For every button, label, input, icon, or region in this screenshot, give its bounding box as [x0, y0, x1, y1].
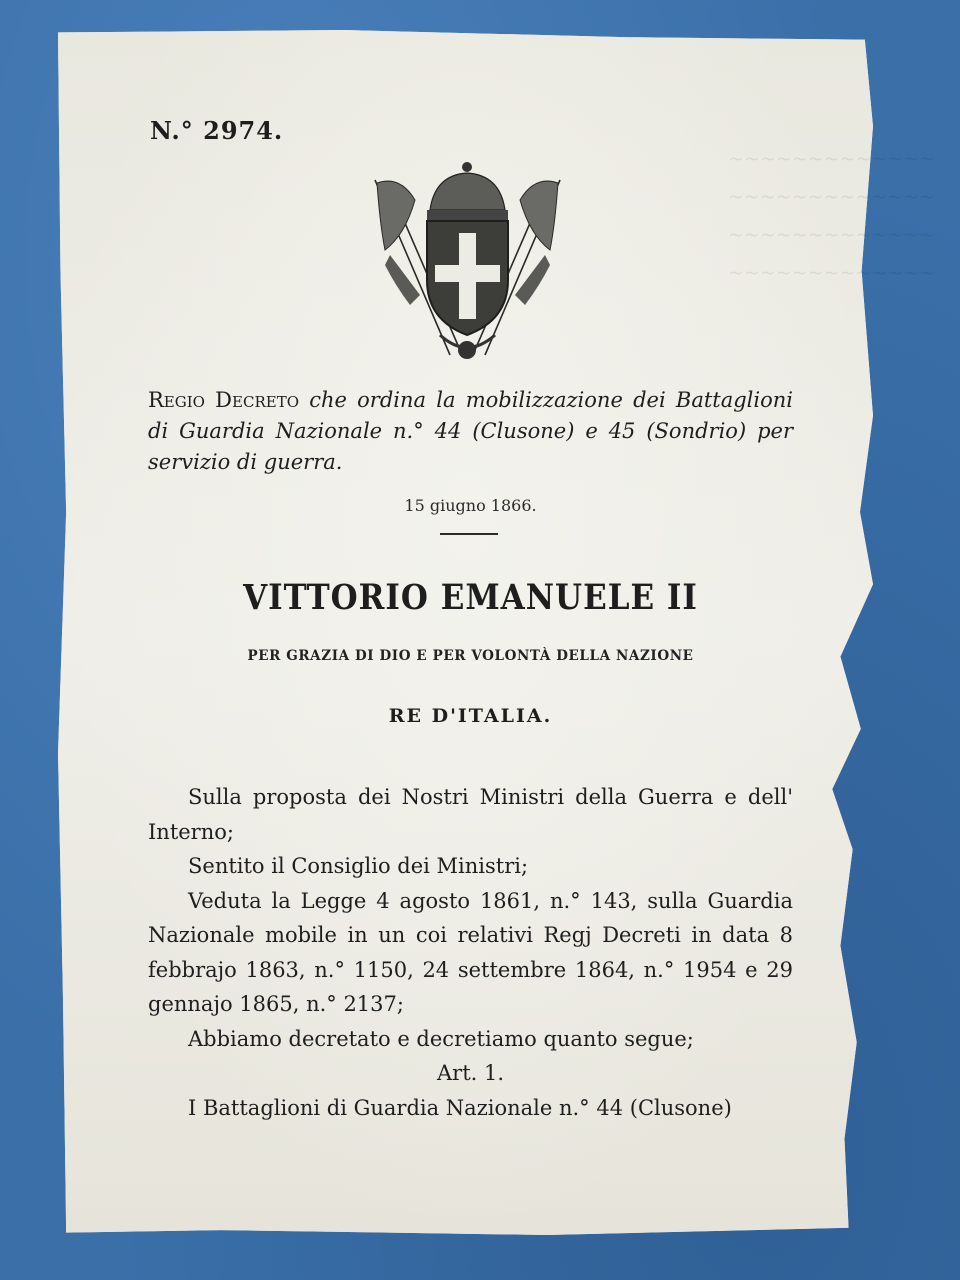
paragraph: Veduta la Legge 4 agosto 1861, n.° 143, sulla Guardia Nazionale mobile in un coi relativi Regj Decreti in data 8 febbrajo 1863, n.° 1150, 24 settembre 1864, n.° 1954 e 29 gennajo 1865, n.° 2137;	[148, 888, 793, 1016]
decree-title	[148, 385, 793, 478]
paragraph: Sulla proposta dei Nostri Ministri della Guerra e dell' Interno;	[148, 785, 793, 844]
grace-line: PER GRAZIA DI DIO E PER VOLONTÀ DELLA NAZIONE	[247, 648, 694, 664]
paragraph: Abbiamo decretato e decretiamo quanto segue;	[188, 1026, 694, 1051]
article-heading: Art. 1.	[436, 1061, 505, 1085]
kingdom-title: RE D'ITALIA.	[388, 705, 553, 727]
article-text: I Battaglioni di Guardia Nazionale n.° 44 (Clusone)	[188, 1095, 732, 1120]
paragraph: Sentito il Consiglio dei Ministri;	[188, 854, 529, 878]
divider	[440, 533, 498, 535]
show-through-text: ~~~~~~~~~~~~~ ~~~~~~~~~~~~~ ~~~~~~~~~~~~~ ~~~~~~~~~~~~~	[728, 148, 935, 284]
king-name: VITTORIO EMANUELE II	[243, 577, 698, 619]
decree-body	[148, 780, 793, 1125]
decree-title-subject: che ordina la mobilizzazione dei Battaglioni di Guardia Nazionale n.° 44 (Clusone) e 45 (Sondrio) per servizio di guerra.	[148, 388, 793, 474]
savoy-coat-of-arms-icon	[355, 155, 580, 370]
decree-number: N.° 2974.	[150, 116, 284, 145]
decree-date: 15 giugno 1866.	[404, 496, 537, 515]
decree-title-type: Regio Decreto	[148, 388, 299, 412]
